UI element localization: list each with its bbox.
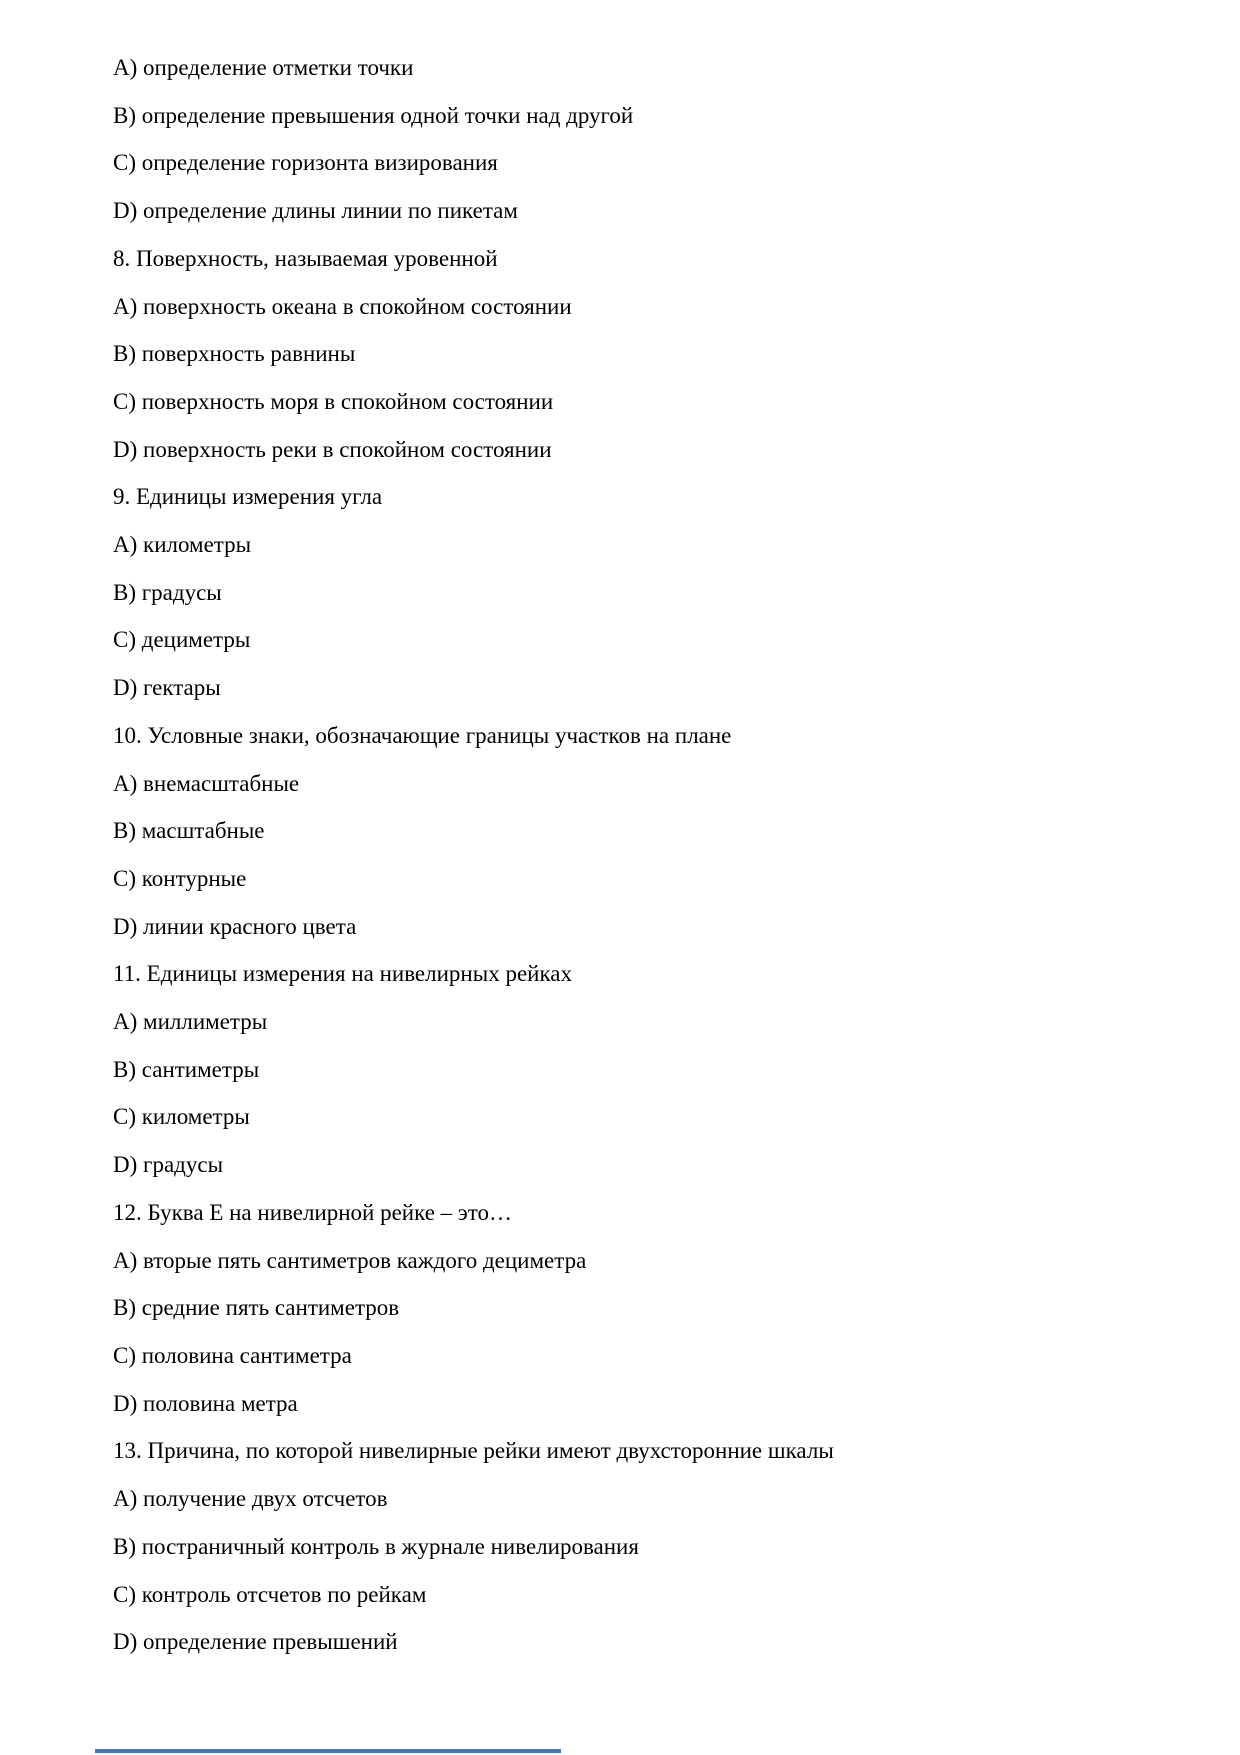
answer-option-text: D) определение превышений bbox=[113, 1629, 398, 1655]
answer-option-text: C) половина сантиметра bbox=[113, 1342, 352, 1368]
answer-option-text: C) километры bbox=[113, 1104, 250, 1130]
answer-option-text: A) миллиметры bbox=[113, 1009, 268, 1035]
answer-option-text: D) градусы bbox=[113, 1152, 224, 1178]
answer-option-text: C) поверхность моря в спокойном состоянии bbox=[113, 388, 554, 414]
answer-option-text: C) контроль отсчетов по рейкам bbox=[113, 1581, 427, 1607]
answer-option-text: D) половина метра bbox=[113, 1390, 298, 1416]
question-text: 12. Буква Е на нивелирной рейке – это… bbox=[113, 1199, 513, 1225]
answer-option-text: A) вторые пять сантиметров каждого дециметра bbox=[113, 1247, 587, 1273]
answer-option-text: B) сантиметры bbox=[113, 1056, 260, 1082]
answer-option-text: D) гектары bbox=[113, 675, 221, 701]
question-text: 10. Условные знаки, обозначающие границы участков на плане bbox=[113, 722, 732, 748]
answer-option-text: B) средние пять сантиметров bbox=[113, 1295, 400, 1321]
answer-option-text: B) градусы bbox=[113, 579, 222, 605]
answer-option-text: D) линии красного цвета bbox=[113, 913, 357, 939]
question-text: 8. Поверхность, называемая уровенной bbox=[113, 245, 498, 271]
answer-option-text: C) дециметры bbox=[113, 627, 251, 653]
quiz-content bbox=[113, 44, 1200, 1666]
answer-option-text: A) километры bbox=[113, 532, 252, 558]
answer-option-text: A) внемасштабные bbox=[113, 770, 300, 796]
answer-option-text: B) определение превышения одной точки над другой bbox=[113, 102, 634, 128]
answer-option-text: A) определение отметки точки bbox=[113, 55, 414, 80]
answer-option-text: D) определение длины линии по пикетам bbox=[113, 198, 518, 224]
answer-option-text: B) поверхность равнины bbox=[113, 341, 356, 367]
answer-option-text: C) контурные bbox=[113, 865, 247, 891]
question-text: 9. Единицы измерения угла bbox=[113, 484, 383, 510]
answer-option-text: A) получение двух отсчетов bbox=[113, 1486, 388, 1512]
answer-option-text: C) определение горизонта визирования bbox=[113, 150, 498, 176]
answer-option-text: D) поверхность реки в спокойном состоянии bbox=[113, 436, 552, 462]
answer-option-text: A) поверхность океана в спокойном состоянии bbox=[113, 293, 572, 319]
bottom-blue-line bbox=[95, 1749, 561, 1753]
answer-option-text: B) масштабные bbox=[113, 818, 265, 844]
question-text: 13. Причина, по которой нивелирные рейки имеют двухсторонние шкалы bbox=[113, 1438, 834, 1464]
question-text: 11. Единицы измерения на нивелирных рейках bbox=[113, 961, 572, 987]
answer-option-text: B) постраничный контроль в журнале нивелирования bbox=[113, 1533, 639, 1559]
